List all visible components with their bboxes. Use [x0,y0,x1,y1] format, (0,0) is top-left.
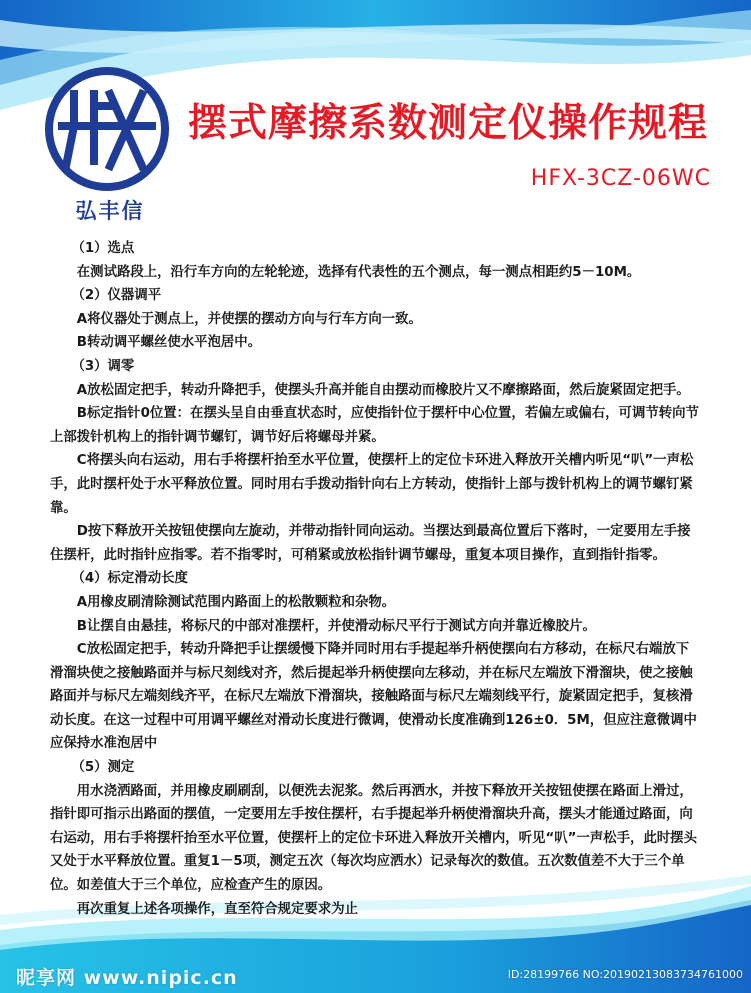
procedure-body [50,237,702,921]
procedure-paragraph: B转动调平螺丝使水平泡居中。 [76,335,262,351]
procedure-paragraph: 用水浇洒路面，并用橡皮刷刷刮，以便洗去泥浆。然后再洒水，并按下释放开关按钮使摆在路面上滑过，指针即可指示出路面的摆值，一定要用左手按住摆杆，右手提起举升柄使滑溜块升高，摆头才能通过路面，向右运动，用右手将摆杆抬至水平位置，使摆杆上的定位卡环进入释放开关槽内，听见“叭”一声松手，此时摆头又处于水平释放位置。重复1－5项，测定五次（每次均应洒水）记录每次的数值。五次数值差不大于三个单位。如差值大于三个单位，应检查产生的原因。 [50,783,697,894]
procedure-paragraph: A用橡皮刷清除测试范围内路面上的松散颗粒和杂物。 [76,594,396,610]
procedure-paragraph: 在测试路段上，沿行车方向的左轮轮迹，选择有代表性的五个测点，每一测点相距约5－10M。 [76,264,641,280]
procedure-paragraph: B标定指针0位置：在摆头呈自由垂直状态时，应使指针位于摆杆中心位置，若偏左或偏右，可调节转向节上部拨针机构上的指针调节螺钉，调节好后将螺母并紧。 [50,406,699,445]
brand-name: 弘丰信 [75,199,145,223]
section-heading: （5）测定 [71,760,135,776]
section-heading: （1）选点 [71,241,135,256]
page-title: 摆式摩擦系数测定仪操作规程 [188,101,709,146]
image-id-label: ID:28199766 NO:20190213083734761000 [507,968,743,981]
procedure-paragraph: A将仪器处于测点上，并使摆的摆动方向与行车方向一致。 [76,311,422,327]
procedure-paragraph: D按下释放开关按钮使摆向左旋动，并带动指针同向运动。当摆达到最高位置后下落时，一定要用左手接住摆杆，此时指针应指零。若不指零时，可稍紧或放松指针调节螺母，重复本项目操作，直到指针指零。 [50,524,691,563]
section-heading: （3）调零 [71,358,135,374]
procedure-paragraph: 再次重复上述各项操作，直至符合规定要求为止 [76,901,358,917]
section-heading: （4）标定滑动长度 [71,571,188,587]
document-code: HFX-3CZ-06WC [530,166,711,191]
section-heading: （2）仪器调平 [71,288,162,304]
procedure-paragraph: C放松固定把手，转动升降把手让摆缓慢下降并同时用右手提起举升柄使摆向右方移动，在标尺右端放下滑溜块使之接触路面并与标尺刻线对齐，然后提起举升柄使摆向左移动，并在标尺左端放下滑溜块，使之接触路面并与标尺左端刻线齐平，在标尺左端放下滑溜块，接触路面与标尺左端刻线平行，旋紧固定把手，复核滑动长度。在这一过程中可用调平螺丝对滑动长度进行微调，使滑动长度准确到126±0．5M，但应注意微调中应保持水准泡居中 [50,642,697,752]
procedure-paragraph: C将摆头向右运动，用右手将摆杆抬至水平位置，使摆杆上的定位卡环进入释放开关槽内听见“叭”一声松手，此时摆杆处于水平释放位置。同时用右手拨动指针向右上方转动，使指针上部与拨针机构上的调节螺钉紧靠。 [50,453,694,516]
procedure-paragraph: A放松固定把手，转动升降把手，使摆头升高并能自由摆动而橡胶片又不摩擦路面，然后旋紧固定把手。 [76,382,690,398]
procedure-paragraph: B让摆自由悬挂，将标尺的中部对准摆杆，并使滑动标尺平行于测试方向并靠近橡胶片。 [76,618,596,634]
company-logo [44,66,170,192]
watermark: 昵享网 www.nipic.cn [16,967,238,989]
